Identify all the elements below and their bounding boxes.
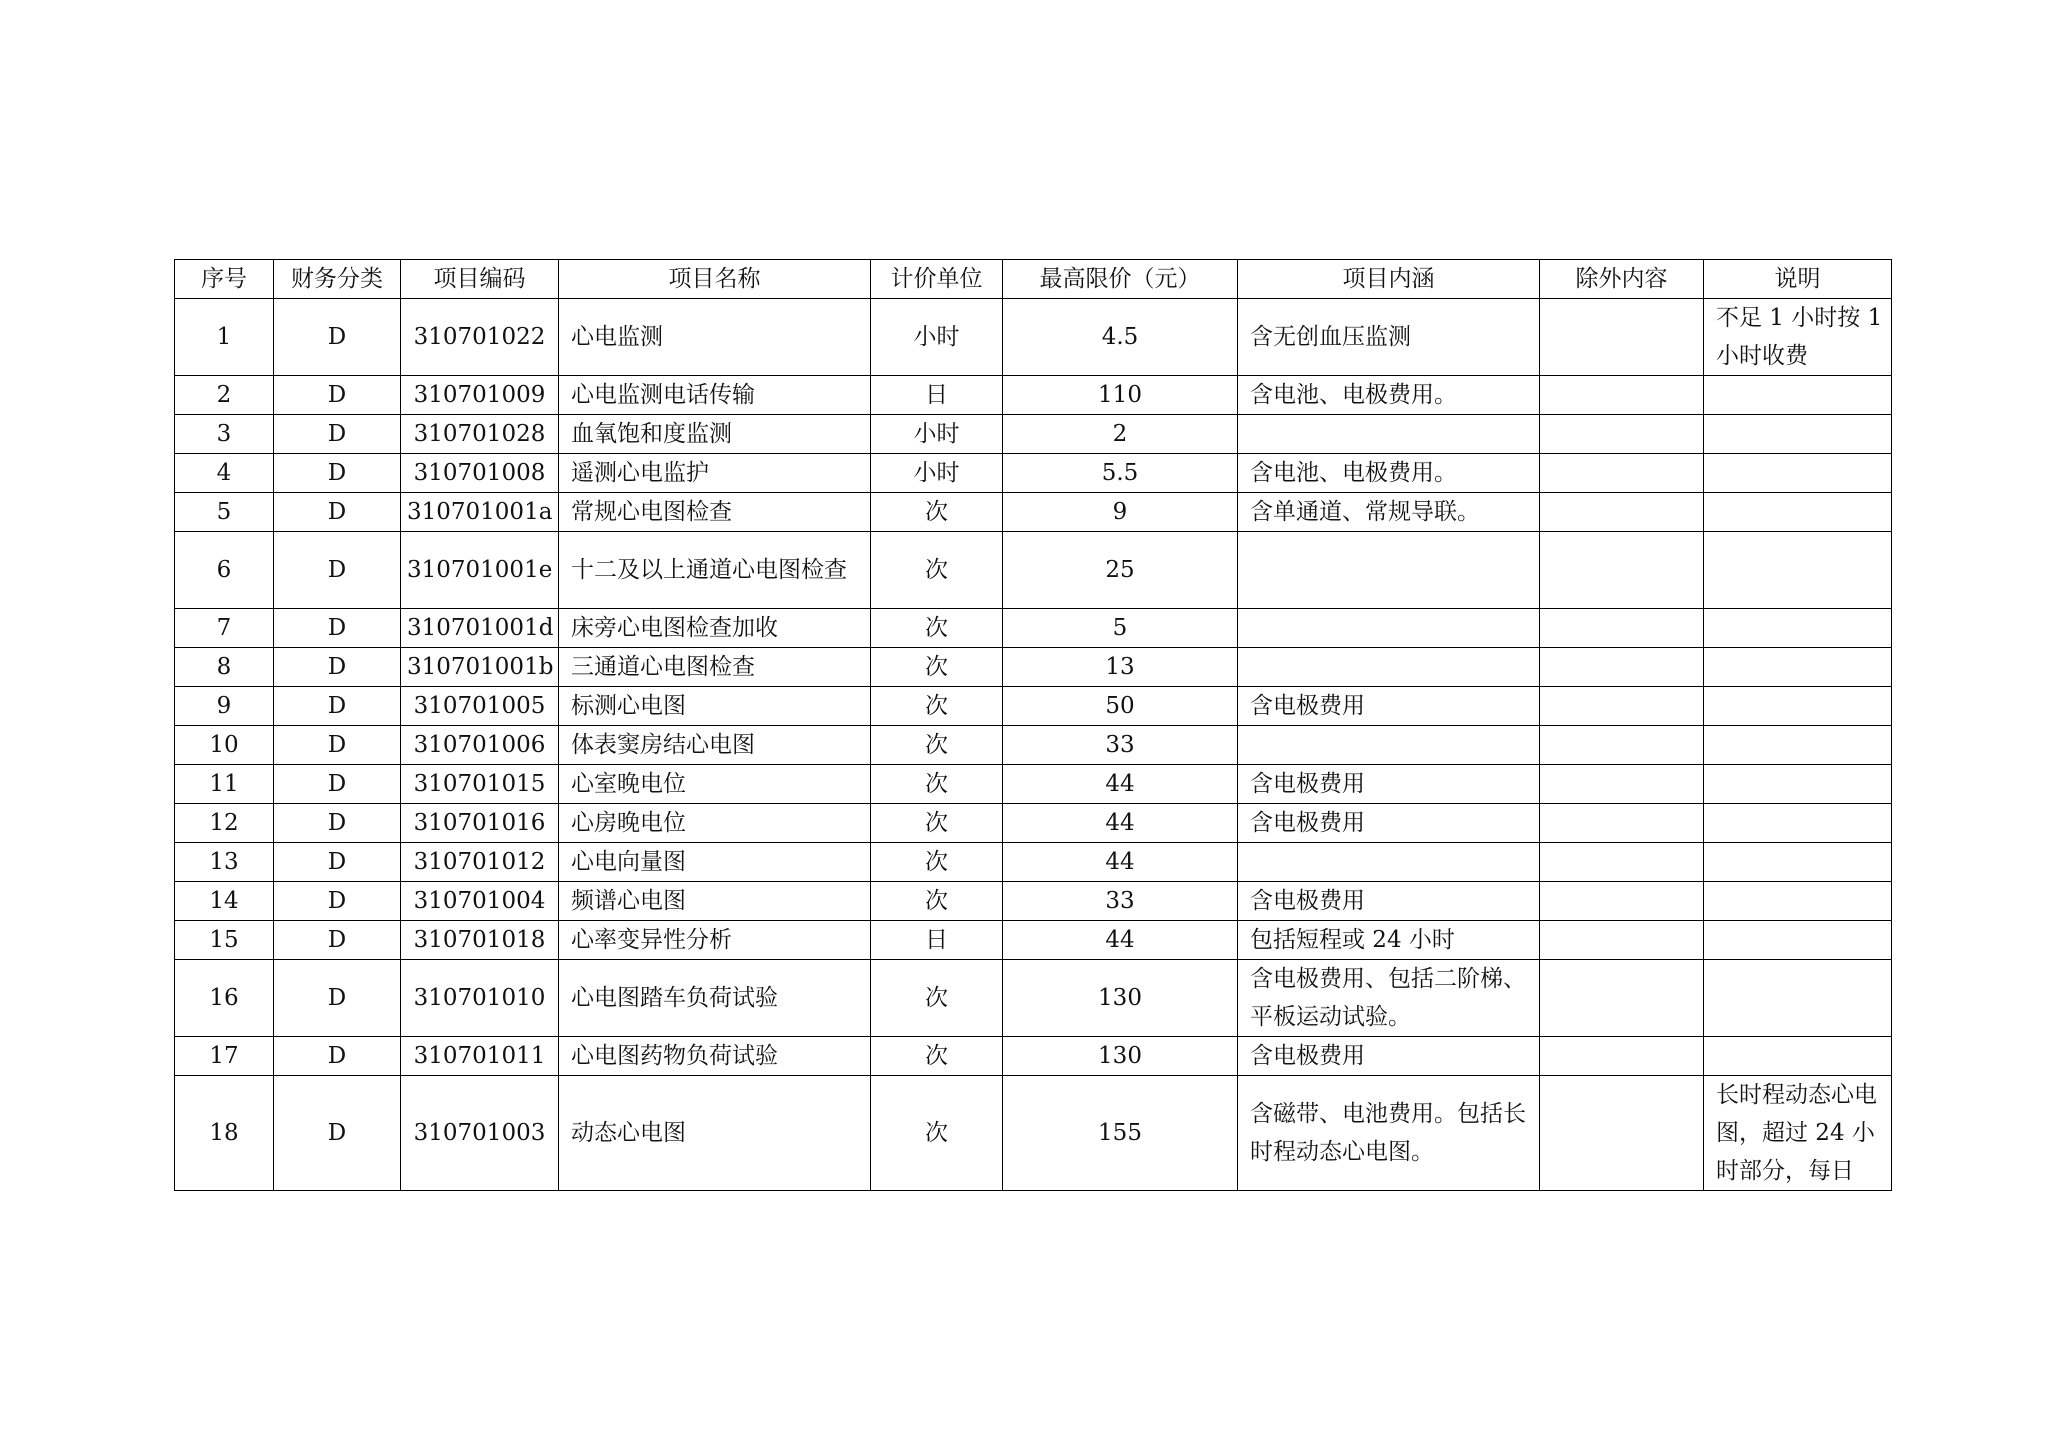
item-note-cell [1704, 1037, 1892, 1076]
item-code-cell: 310701008 [401, 454, 559, 493]
item-code-cell: 310701022 [401, 299, 559, 376]
item-content-cell [1238, 648, 1540, 687]
table-body [175, 299, 1892, 1191]
max-price-cell: 2 [1003, 415, 1238, 454]
header-row [175, 260, 1892, 299]
item-name-cell: 频谱心电图 [559, 882, 871, 921]
pricing-unit-cell: 次 [871, 609, 1003, 648]
item-name-cell: 十二及以上通道心电图检查 [559, 532, 871, 609]
item-content-cell [1238, 843, 1540, 882]
row-number-cell: 11 [175, 765, 274, 804]
row-number-cell: 15 [175, 921, 274, 960]
price-table [174, 259, 1892, 1191]
finance-category-cell: D [274, 376, 401, 415]
excluded-content-cell [1540, 376, 1704, 415]
item-content-cell: 含电极费用 [1238, 882, 1540, 921]
item-content-cell: 含电极费用 [1238, 687, 1540, 726]
max-price-cell: 44 [1003, 921, 1238, 960]
row-number-cell: 1 [175, 299, 274, 376]
finance-category-cell: D [274, 454, 401, 493]
finance-category-cell: D [274, 648, 401, 687]
finance-category-cell: D [274, 843, 401, 882]
item-code-cell: 310701009 [401, 376, 559, 415]
finance-category-cell: D [274, 532, 401, 609]
pricing-unit-cell: 次 [871, 804, 1003, 843]
item-code-cell: 310701010 [401, 960, 559, 1037]
excluded-content-cell [1540, 493, 1704, 532]
item-note-cell [1704, 843, 1892, 882]
item-code-cell: 310701003 [401, 1076, 559, 1191]
finance-category-cell: D [274, 493, 401, 532]
item-content-cell [1238, 415, 1540, 454]
item-note-cell [1704, 648, 1892, 687]
table-row [175, 454, 1892, 493]
table-row [175, 843, 1892, 882]
pricing-unit-cell: 次 [871, 1037, 1003, 1076]
finance-category-cell: D [274, 726, 401, 765]
item-code-cell: 310701001b [401, 648, 559, 687]
pricing-unit-cell: 次 [871, 648, 1003, 687]
excluded-content-cell [1540, 415, 1704, 454]
finance-category-cell: D [274, 1076, 401, 1191]
pricing-unit-cell: 小时 [871, 415, 1003, 454]
header-price: 最高限价（元） [1003, 260, 1238, 299]
item-name-cell: 心率变异性分析 [559, 921, 871, 960]
row-number-cell: 14 [175, 882, 274, 921]
finance-category-cell: D [274, 609, 401, 648]
table-row [175, 376, 1892, 415]
table-row [175, 921, 1892, 960]
item-content-cell: 包括短程或 24 小时 [1238, 921, 1540, 960]
finance-category-cell: D [274, 687, 401, 726]
table-row [175, 1076, 1892, 1191]
item-name-cell: 动态心电图 [559, 1076, 871, 1191]
item-name-cell: 常规心电图检查 [559, 493, 871, 532]
item-code-cell: 310701018 [401, 921, 559, 960]
item-note-cell [1704, 532, 1892, 609]
item-content-cell: 含电池、电极费用。 [1238, 454, 1540, 493]
row-number-cell: 16 [175, 960, 274, 1037]
table-row [175, 765, 1892, 804]
row-number-cell: 8 [175, 648, 274, 687]
excluded-content-cell [1540, 687, 1704, 726]
item-code-cell: 310701001a [401, 493, 559, 532]
item-name-cell: 心电监测 [559, 299, 871, 376]
row-number-cell: 18 [175, 1076, 274, 1191]
max-price-cell: 9 [1003, 493, 1238, 532]
pricing-unit-cell: 小时 [871, 454, 1003, 493]
item-content-cell: 含磁带、电池费用。包括长时程动态心电图。 [1238, 1076, 1540, 1191]
excluded-content-cell [1540, 726, 1704, 765]
row-number-cell: 12 [175, 804, 274, 843]
excluded-content-cell [1540, 1076, 1704, 1191]
item-content-cell: 含电极费用、包括二阶梯、平板运动试验。 [1238, 960, 1540, 1037]
item-note-cell [1704, 687, 1892, 726]
row-number-cell: 17 [175, 1037, 274, 1076]
header-code: 项目编码 [401, 260, 559, 299]
excluded-content-cell [1540, 765, 1704, 804]
excluded-content-cell [1540, 532, 1704, 609]
item-note-cell: 不足 1 小时按 1 小时收费 [1704, 299, 1892, 376]
item-code-cell: 310701015 [401, 765, 559, 804]
item-note-cell: 长时程动态心电图，超过 24 小时部分，每日 [1704, 1076, 1892, 1191]
item-code-cell: 310701001d [401, 609, 559, 648]
item-note-cell [1704, 454, 1892, 493]
item-code-cell: 310701028 [401, 415, 559, 454]
pricing-unit-cell: 次 [871, 532, 1003, 609]
pricing-unit-cell: 次 [871, 1076, 1003, 1191]
item-content-cell [1238, 726, 1540, 765]
item-note-cell [1704, 726, 1892, 765]
table-row [175, 960, 1892, 1037]
pricing-unit-cell: 次 [871, 687, 1003, 726]
item-note-cell [1704, 415, 1892, 454]
row-number-cell: 9 [175, 687, 274, 726]
table-row [175, 532, 1892, 609]
item-content-cell: 含电极费用 [1238, 804, 1540, 843]
row-number-cell: 4 [175, 454, 274, 493]
table-row [175, 493, 1892, 532]
excluded-content-cell [1540, 299, 1704, 376]
table-row [175, 726, 1892, 765]
row-number-cell: 13 [175, 843, 274, 882]
table-row [175, 804, 1892, 843]
finance-category-cell: D [274, 1037, 401, 1076]
max-price-cell: 130 [1003, 1037, 1238, 1076]
pricing-unit-cell: 次 [871, 882, 1003, 921]
table-row [175, 648, 1892, 687]
item-note-cell [1704, 882, 1892, 921]
row-number-cell: 2 [175, 376, 274, 415]
item-code-cell: 310701005 [401, 687, 559, 726]
pricing-unit-cell: 次 [871, 960, 1003, 1037]
item-note-cell [1704, 376, 1892, 415]
table-row [175, 1037, 1892, 1076]
pricing-unit-cell: 次 [871, 765, 1003, 804]
item-name-cell: 心房晚电位 [559, 804, 871, 843]
item-code-cell: 310701011 [401, 1037, 559, 1076]
pricing-unit-cell: 日 [871, 921, 1003, 960]
excluded-content-cell [1540, 1037, 1704, 1076]
item-note-cell [1704, 960, 1892, 1037]
pricing-unit-cell: 日 [871, 376, 1003, 415]
row-number-cell: 3 [175, 415, 274, 454]
excluded-content-cell [1540, 882, 1704, 921]
excluded-content-cell [1540, 609, 1704, 648]
table-row [175, 687, 1892, 726]
max-price-cell: 44 [1003, 843, 1238, 882]
header-unit: 计价单位 [871, 260, 1003, 299]
item-content-cell [1238, 532, 1540, 609]
item-note-cell [1704, 765, 1892, 804]
item-content-cell: 含电池、电极费用。 [1238, 376, 1540, 415]
max-price-cell: 33 [1003, 882, 1238, 921]
row-number-cell: 5 [175, 493, 274, 532]
table-row [175, 882, 1892, 921]
item-note-cell [1704, 609, 1892, 648]
max-price-cell: 110 [1003, 376, 1238, 415]
item-name-cell: 心室晚电位 [559, 765, 871, 804]
max-price-cell: 155 [1003, 1076, 1238, 1191]
finance-category-cell: D [274, 804, 401, 843]
table-row [175, 299, 1892, 376]
item-code-cell: 310701001e [401, 532, 559, 609]
table-row [175, 415, 1892, 454]
item-name-cell: 心电图药物负荷试验 [559, 1037, 871, 1076]
finance-category-cell: D [274, 765, 401, 804]
item-name-cell: 心电向量图 [559, 843, 871, 882]
item-content-cell [1238, 609, 1540, 648]
max-price-cell: 5.5 [1003, 454, 1238, 493]
item-name-cell: 心电监测电话传输 [559, 376, 871, 415]
pricing-unit-cell: 次 [871, 726, 1003, 765]
item-name-cell: 心电图踏车负荷试验 [559, 960, 871, 1037]
item-code-cell: 310701016 [401, 804, 559, 843]
item-note-cell [1704, 804, 1892, 843]
pricing-unit-cell: 小时 [871, 299, 1003, 376]
header-category: 财务分类 [274, 260, 401, 299]
item-name-cell: 遥测心电监护 [559, 454, 871, 493]
excluded-content-cell [1540, 648, 1704, 687]
header-excluded: 除外内容 [1540, 260, 1704, 299]
max-price-cell: 4.5 [1003, 299, 1238, 376]
max-price-cell: 44 [1003, 765, 1238, 804]
item-content-cell: 含单通道、常规导联。 [1238, 493, 1540, 532]
row-number-cell: 6 [175, 532, 274, 609]
max-price-cell: 44 [1003, 804, 1238, 843]
excluded-content-cell [1540, 454, 1704, 493]
excluded-content-cell [1540, 843, 1704, 882]
max-price-cell: 33 [1003, 726, 1238, 765]
header-name: 项目名称 [559, 260, 871, 299]
row-number-cell: 7 [175, 609, 274, 648]
max-price-cell: 50 [1003, 687, 1238, 726]
excluded-content-cell [1540, 921, 1704, 960]
max-price-cell: 25 [1003, 532, 1238, 609]
header-content: 项目内涵 [1238, 260, 1540, 299]
finance-category-cell: D [274, 960, 401, 1037]
max-price-cell: 13 [1003, 648, 1238, 687]
item-code-cell: 310701004 [401, 882, 559, 921]
max-price-cell: 130 [1003, 960, 1238, 1037]
header-note: 说明 [1704, 260, 1892, 299]
table-row [175, 609, 1892, 648]
finance-category-cell: D [274, 299, 401, 376]
item-code-cell: 310701006 [401, 726, 559, 765]
excluded-content-cell [1540, 804, 1704, 843]
item-name-cell: 血氧饱和度监测 [559, 415, 871, 454]
max-price-cell: 5 [1003, 609, 1238, 648]
finance-category-cell: D [274, 921, 401, 960]
item-content-cell: 含电极费用 [1238, 765, 1540, 804]
item-content-cell: 含无创血压监测 [1238, 299, 1540, 376]
excluded-content-cell [1540, 960, 1704, 1037]
item-name-cell: 三通道心电图检查 [559, 648, 871, 687]
item-code-cell: 310701012 [401, 843, 559, 882]
header-no: 序号 [175, 260, 274, 299]
finance-category-cell: D [274, 882, 401, 921]
item-note-cell [1704, 493, 1892, 532]
finance-category-cell: D [274, 415, 401, 454]
item-content-cell: 含电极费用 [1238, 1037, 1540, 1076]
pricing-unit-cell: 次 [871, 843, 1003, 882]
item-name-cell: 体表窦房结心电图 [559, 726, 871, 765]
item-name-cell: 标测心电图 [559, 687, 871, 726]
item-name-cell: 床旁心电图检查加收 [559, 609, 871, 648]
row-number-cell: 10 [175, 726, 274, 765]
pricing-unit-cell: 次 [871, 493, 1003, 532]
item-note-cell [1704, 921, 1892, 960]
